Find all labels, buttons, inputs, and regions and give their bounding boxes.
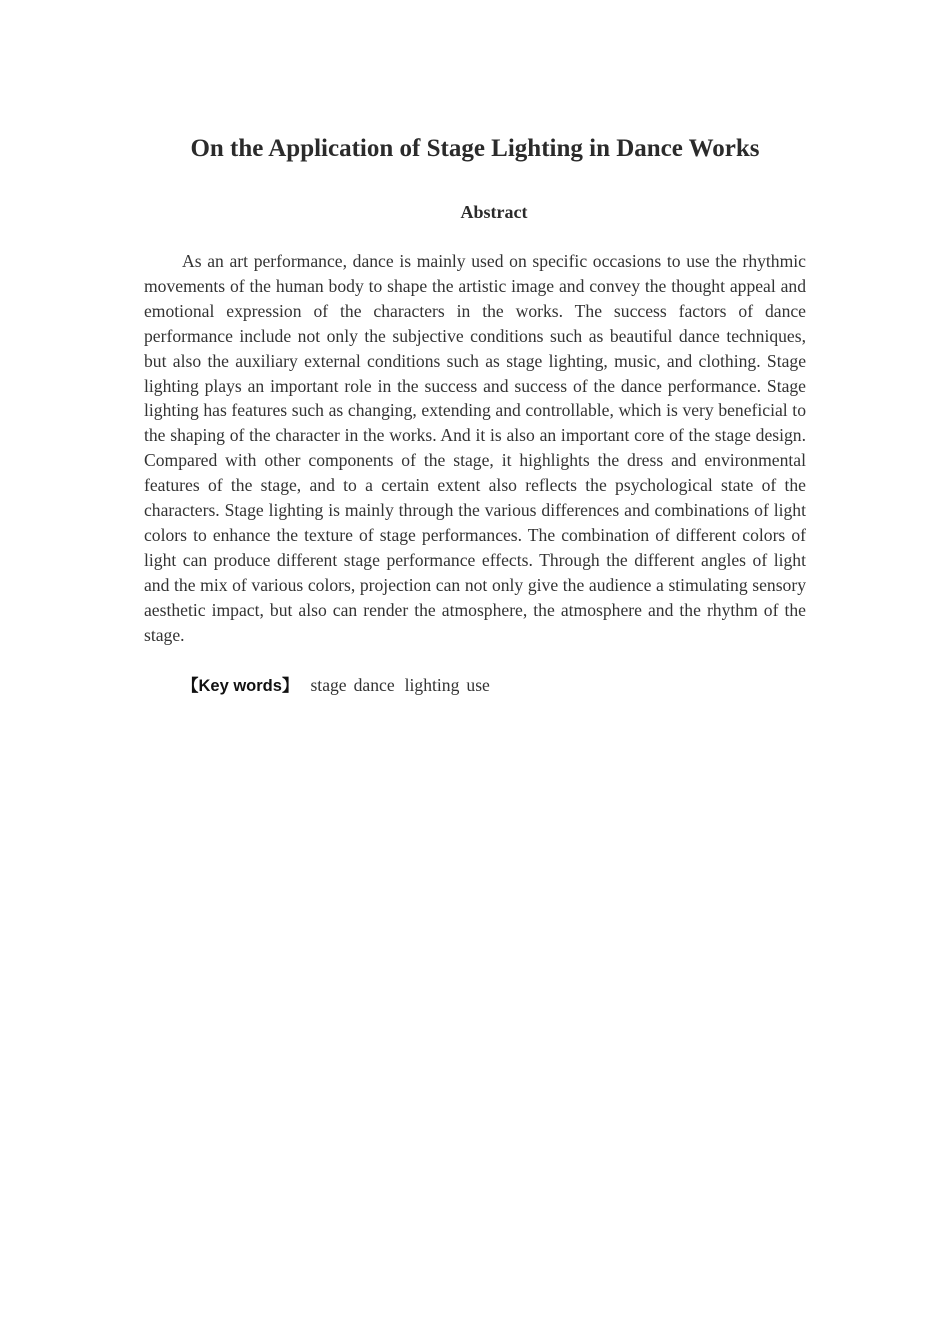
abstract-heading: Abstract: [460, 202, 528, 222]
keyword-item: use: [466, 675, 490, 695]
paper-title: On the Application of Stage Lighting in Dance Works: [190, 135, 760, 162]
keyword-item: dance: [353, 675, 395, 695]
keywords-label: 【Key words】: [182, 677, 299, 695]
keywords-line: [182, 673, 490, 699]
keyword-item: lighting: [404, 675, 460, 695]
keyword-item: stage: [310, 675, 347, 695]
abstract-paragraph: As an art performance, dance is mainly used on specific occasions to use the rhythmic movements of the human body to shape the artistic image and convey the thought appeal and emotional expression of the characters in the works. The success factors of dance performance include not only the subjective conditions such as beautiful dance techniques, but also the auxiliary external conditions such as stage lighting, music, and clothing. Stage lighting plays an important role in the success and success of the dance performance. Stage lighting has features such as changing, extending and controllable, which is very beneficial to the shaping of the character in the works. And it is also an important core of the stage design. Compared with other components of the stage, it highlights the dress and environmental features of the stage, and to a certain extent also reflects the psychological state of the characters. Stage lighting is mainly through the various differences and combinations of light colors to enhance the texture of stage performances. The combination of different colors of light can produce different stage performance effects. Through the different angles of light and the mix of various colors, projection can not only give the audience a stimulating sensory aesthetic impact, but also can render the atmosphere, the atmosphere and the rhythm of the stage.: [144, 251, 806, 645]
